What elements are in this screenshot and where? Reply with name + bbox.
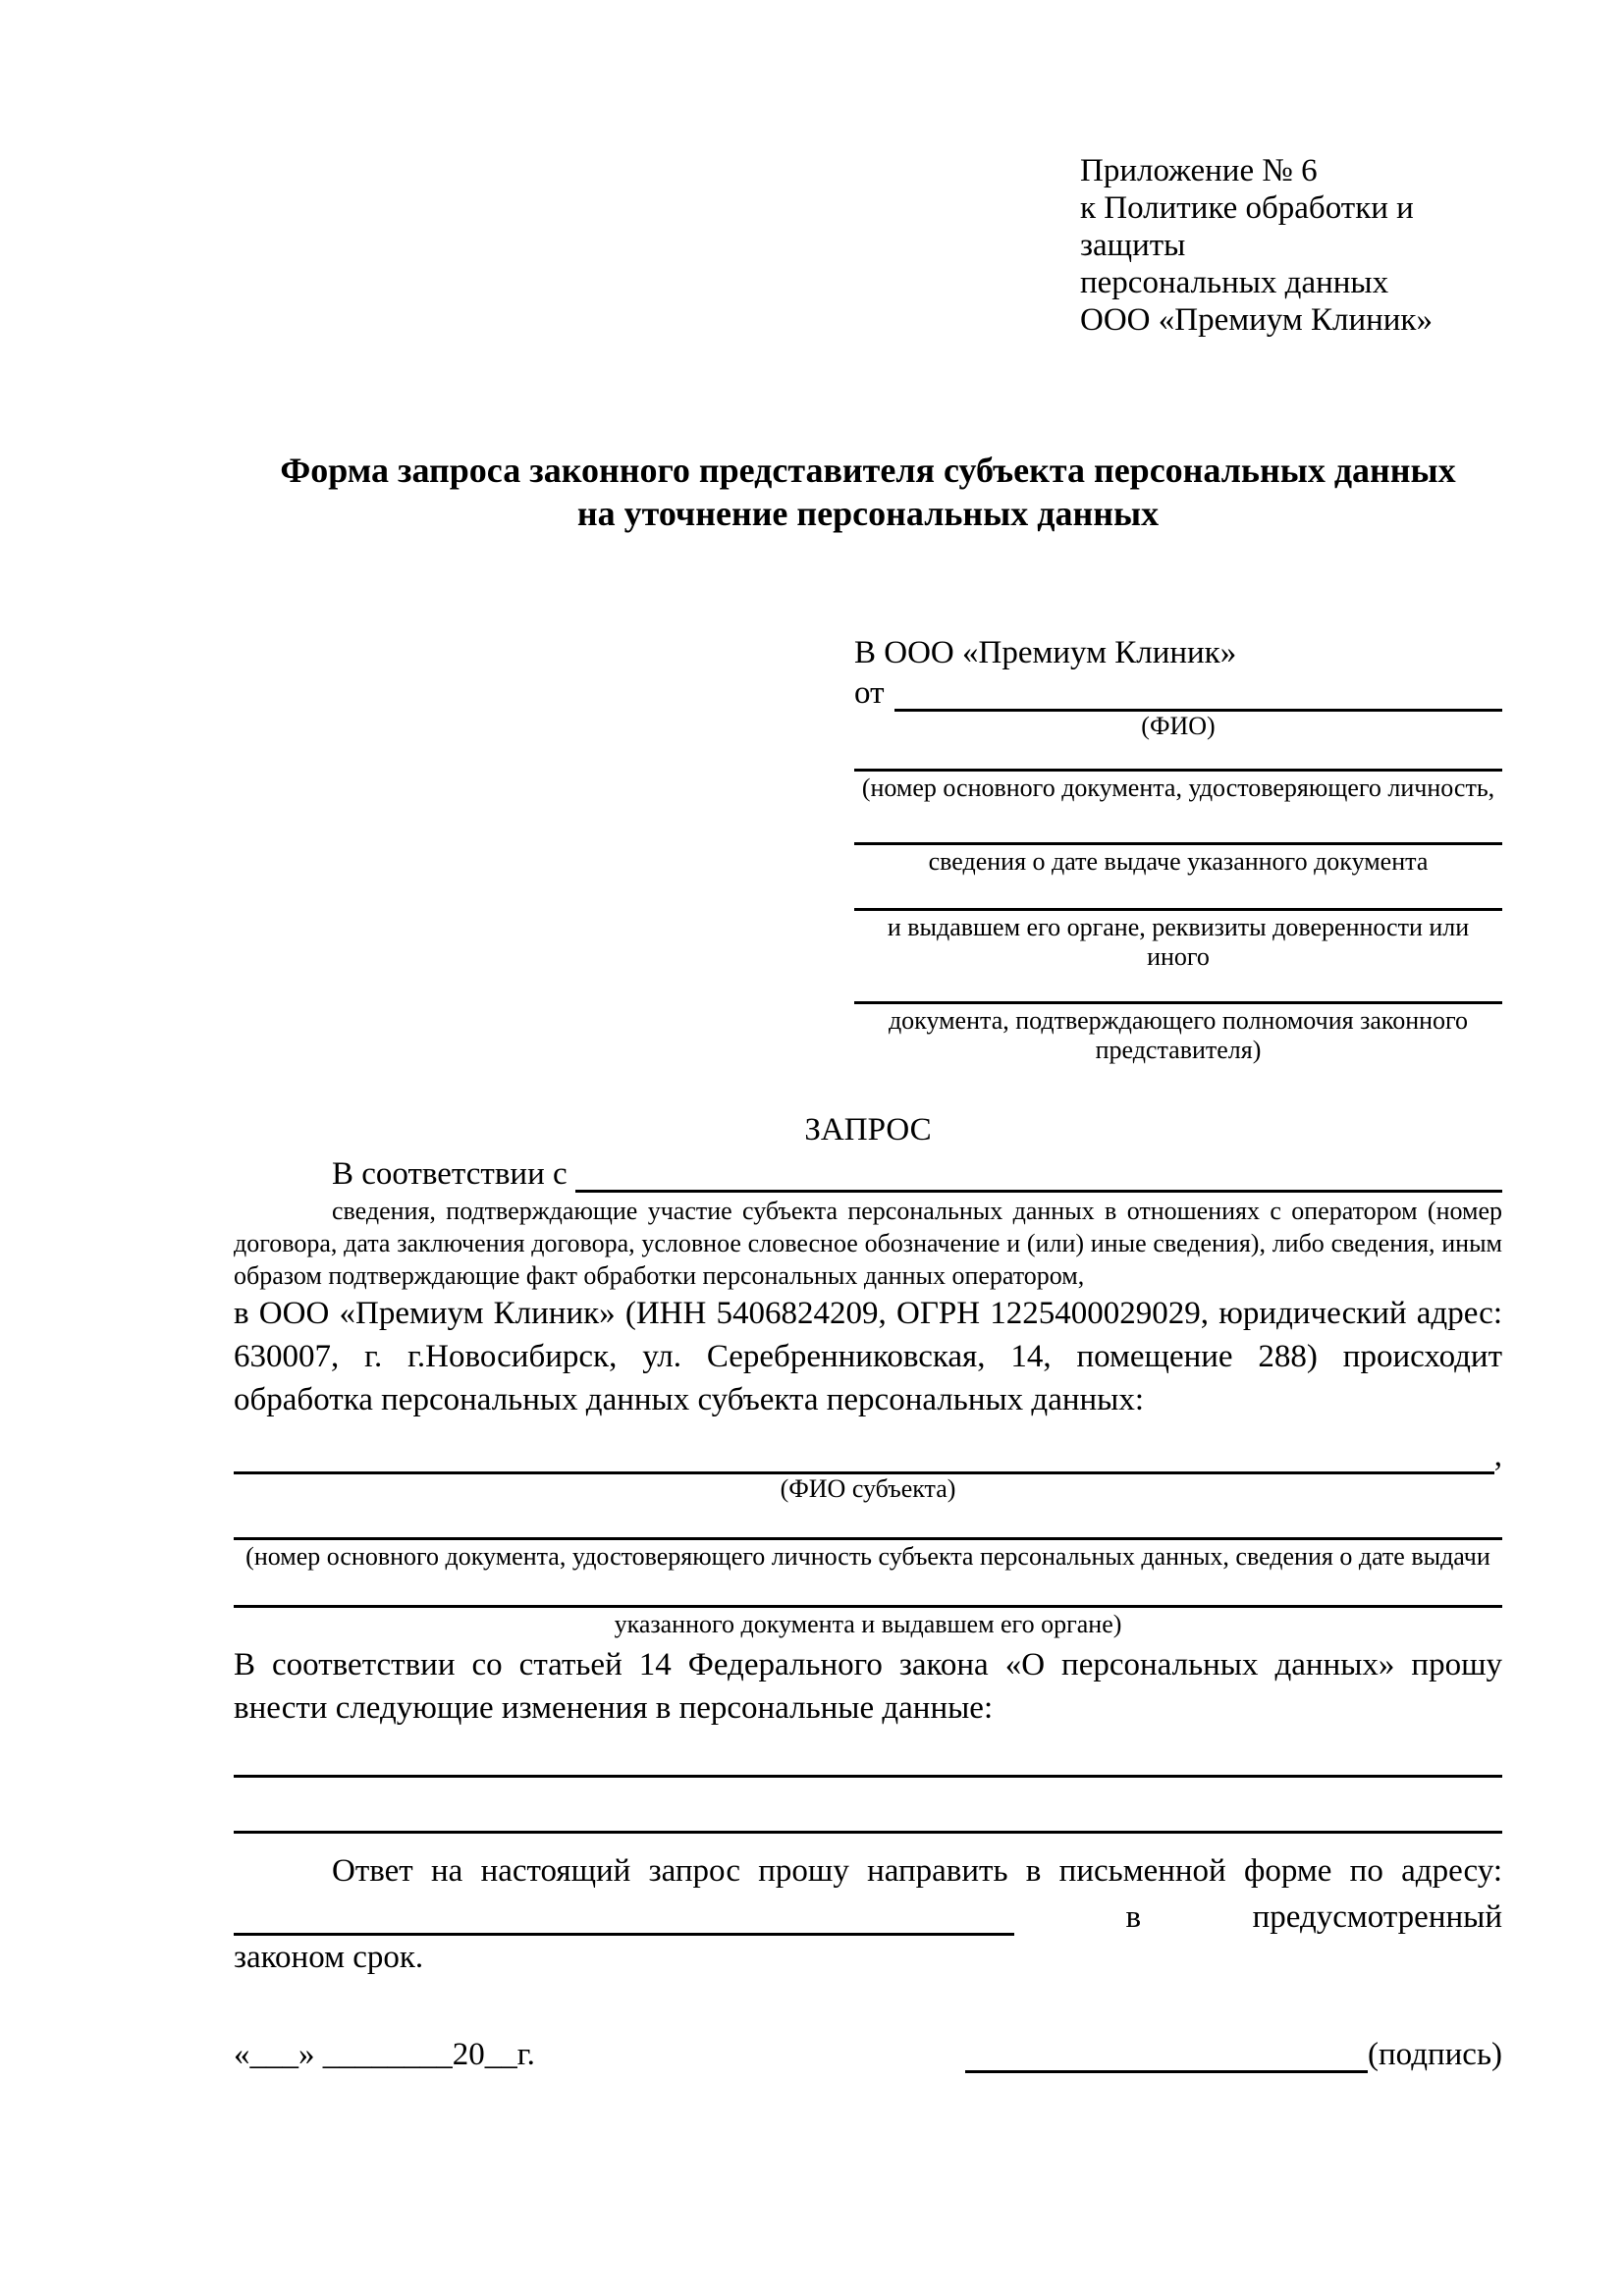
subject-doc-fill-line-1 <box>234 1537 1502 1540</box>
signature-row <box>234 2030 1502 2073</box>
law-paragraph: В соответствии со статьей 14 Федерального закона «О персональных данных» прошу внести следующие изменения в персональные данные: <box>234 1647 1502 1726</box>
intro-label: В соответствии с <box>332 1156 568 1192</box>
signature-fill-line <box>965 2037 1368 2073</box>
appendix-line-3: персональных данных <box>1080 265 1389 300</box>
addressee-from-row <box>854 672 1502 712</box>
appendix-line-4: ООО «Премиум Клиник» <box>1080 302 1433 338</box>
subject-doc-caption-1: (номер основного документа, удостоверяющего личность субъекта персональных данных, сведения о дате выдачи <box>245 1542 1490 1571</box>
signature-caption: (подпись) <box>1368 2037 1502 2072</box>
reply-paragraph-line-3: законом срок. <box>234 1940 424 1975</box>
subject-doc-fill-line-2 <box>234 1605 1502 1608</box>
intro-row <box>234 1149 1502 1193</box>
signature-group <box>965 2037 1502 2073</box>
blank-line-group <box>854 842 1502 877</box>
fio-fill-line <box>894 675 1503 712</box>
fio-caption: (ФИО) <box>1141 712 1216 740</box>
reply-word-2: предусмотренный <box>1252 1899 1502 1935</box>
blank-line-group <box>854 908 1502 972</box>
changes-fill-line-1 <box>234 1775 1502 1778</box>
fill-line <box>854 1001 1502 1004</box>
address-fill-line <box>234 1899 1014 1936</box>
reply-word-1: в <box>1125 1899 1142 1935</box>
subject-doc-caption-2: указанного документа и выдавшем его органе) <box>614 1610 1122 1638</box>
blank-caption: и выдавшем его органе, реквизиты доверенности или иного <box>887 913 1470 971</box>
fill-line <box>854 908 1502 911</box>
addressee-organization: В ООО «Премиум Клиник» <box>854 635 1237 670</box>
blank-caption: (номер основного документа, удостоверяющего личность, <box>861 774 1495 802</box>
blank-line-group <box>854 1001 1502 1065</box>
request-heading: ЗАПРОС <box>804 1112 932 1148</box>
blank-caption: документа, подтверждающего полномочия законного представителя) <box>888 1006 1469 1064</box>
document-title-line-2: на уточнение персональных данных <box>576 494 1160 533</box>
footnote-text: сведения, подтверждающие участие субъекта персональных данных в отношениях с оператором (номер договора, дата заключения договора, условное словесное обозначение и (или) иные сведения), либо сведения, иным образом подтверждающие факт обработки персональных данных оператором, <box>234 1197 1502 1290</box>
addressee-block <box>854 633 1502 1065</box>
operator-paragraph: в ООО «Премиум Клиник» (ИНН 5406824209, ОГРН 1225400029029, юридический адрес: 630007, г. г.Новосибирск, ул. Серебренниковская, 14, помещение 288) происходит обработка персональных данных субъекта персональных данных: <box>234 1296 1502 1417</box>
blank-caption: сведения о дате выдаче указанного документа <box>928 847 1429 876</box>
subject-fio-row <box>234 1435 1502 1474</box>
document-title <box>234 449 1502 535</box>
trailing-comma: , <box>1493 1438 1502 1473</box>
appendix-block <box>1080 152 1502 339</box>
paragraph-indent <box>234 1149 332 1193</box>
subject-fio-fill-line <box>234 1438 1494 1474</box>
from-label: от <box>854 675 885 711</box>
reply-paragraph-line-1: Ответ на настоящий запрос прошу направить в письменной форме по адресу: <box>332 1853 1502 1889</box>
blank-line-group <box>854 769 1502 803</box>
date-blank: «___» ________20__г. <box>234 2037 535 2072</box>
reply-address-row <box>234 1893 1502 1936</box>
basis-fill-line <box>575 1156 1502 1193</box>
document-title-line-1: Форма запроса законного представителя субъекта персональных данных <box>280 451 1456 490</box>
appendix-line-1: Приложение № 6 <box>1080 153 1318 188</box>
fill-line <box>854 769 1502 772</box>
appendix-line-2: к Политике обработки и защиты <box>1080 190 1414 263</box>
subject-fio-caption: (ФИО субъекта) <box>780 1474 956 1503</box>
changes-fill-line-2 <box>234 1831 1502 1834</box>
fill-line <box>854 842 1502 845</box>
